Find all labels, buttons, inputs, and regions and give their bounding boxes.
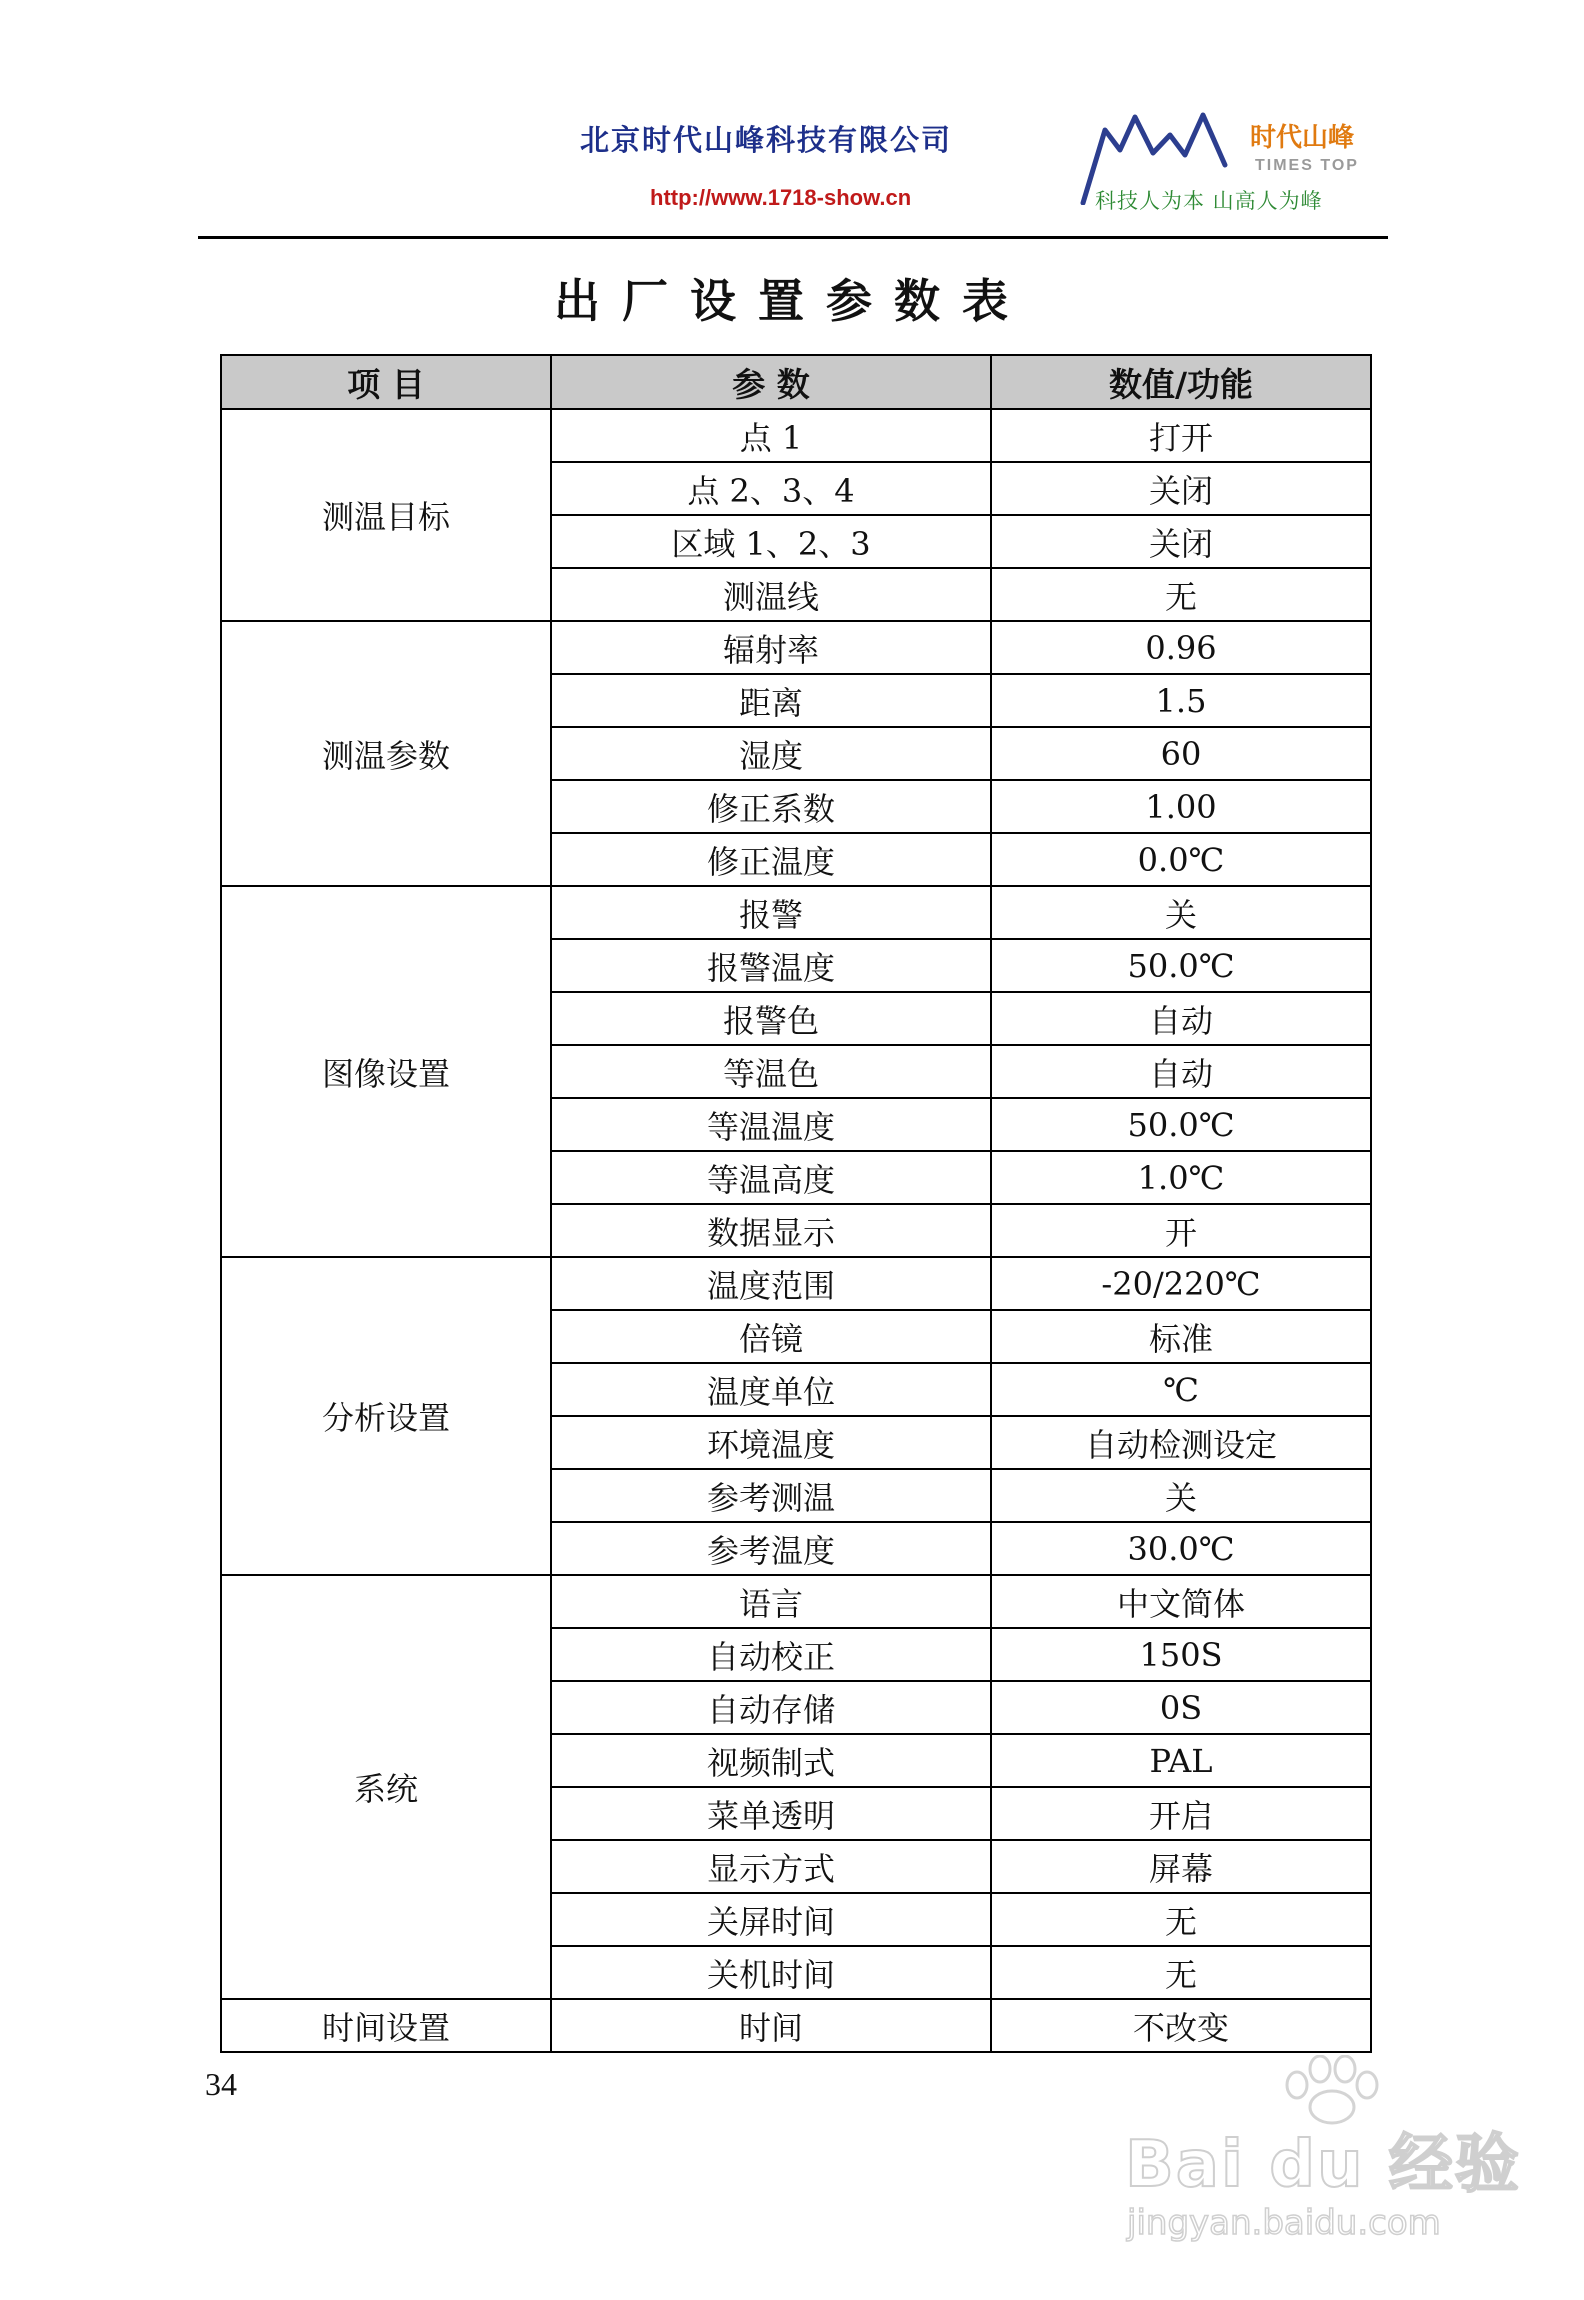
- value-cell: 50.0℃: [991, 939, 1371, 992]
- category-cell: 系统: [221, 1575, 551, 1999]
- parameter-cell: 时间: [551, 1999, 991, 2052]
- category-cell: 图像设置: [221, 886, 551, 1257]
- table-row: [221, 1575, 1371, 1628]
- parameter-cell: 语言: [551, 1575, 991, 1628]
- page-title: 出厂设置参数表: [554, 274, 1030, 328]
- value-cell: -20/220℃: [991, 1257, 1371, 1310]
- parameter-cell: 等温高度: [551, 1151, 991, 1204]
- table-row: [221, 621, 1371, 674]
- parameter-cell: 报警: [551, 886, 991, 939]
- table-body: [221, 409, 1371, 2052]
- parameter-cell: 温度单位: [551, 1363, 991, 1416]
- value-cell: 开: [991, 1204, 1371, 1257]
- table-row: [221, 1257, 1371, 1310]
- value-cell: 关: [991, 886, 1371, 939]
- logo-name-en: TIMES TOP: [1255, 157, 1359, 174]
- parameter-cell: 自动存储: [551, 1681, 991, 1734]
- value-cell: 屏幕: [991, 1840, 1371, 1893]
- value-cell: 自动: [991, 1045, 1371, 1098]
- parameter-cell: 倍镜: [551, 1310, 991, 1363]
- value-cell: 开启: [991, 1787, 1371, 1840]
- value-cell: ℃: [991, 1363, 1371, 1416]
- watermark-brand: Bai du 经验: [1125, 2128, 1521, 2202]
- column-header-item: 项 目: [221, 355, 551, 409]
- value-cell: 30.0℃: [991, 1522, 1371, 1575]
- value-cell: 关闭: [991, 462, 1371, 515]
- category-cell: 测温参数: [221, 621, 551, 886]
- parameter-cell: 修正温度: [551, 833, 991, 886]
- value-cell: 关闭: [991, 515, 1371, 568]
- company-url[interactable]: http://www.1718-show.cn: [650, 185, 912, 210]
- value-cell: 打开: [991, 409, 1371, 462]
- factory-settings-table: [220, 354, 1372, 2053]
- value-cell: 无: [991, 1893, 1371, 1946]
- value-cell: 60: [991, 727, 1371, 780]
- parameter-cell: 湿度: [551, 727, 991, 780]
- table-header-row: [221, 355, 1371, 409]
- value-cell: 0.96: [991, 621, 1371, 674]
- parameter-cell: 参考测温: [551, 1469, 991, 1522]
- baidu-jingyan-watermark: [1115, 2055, 1521, 2255]
- company-logo: [1075, 105, 1385, 220]
- parameter-cell: 点 2、3、4: [551, 462, 991, 515]
- parameter-cell: 视频制式: [551, 1734, 991, 1787]
- page-header: [0, 0, 1584, 240]
- value-cell: 中文简体: [991, 1575, 1371, 1628]
- parameter-cell: 报警温度: [551, 939, 991, 992]
- parameter-cell: 等温温度: [551, 1098, 991, 1151]
- parameter-cell: 菜单透明: [551, 1787, 991, 1840]
- value-cell: 1.0℃: [991, 1151, 1371, 1204]
- value-cell: 标准: [991, 1310, 1371, 1363]
- parameter-cell: 区域 1、2、3: [551, 515, 991, 568]
- value-cell: 无: [991, 1946, 1371, 1999]
- watermark-url: jingyan.baidu.com: [1127, 2203, 1441, 2243]
- parameter-cell: 测温线: [551, 568, 991, 621]
- value-cell: PAL: [991, 1734, 1371, 1787]
- parameter-cell: 温度范围: [551, 1257, 991, 1310]
- value-cell: 1.00: [991, 780, 1371, 833]
- value-cell: 0S: [991, 1681, 1371, 1734]
- company-name: 北京时代山峰科技有限公司: [580, 123, 953, 157]
- table-row: [221, 409, 1371, 462]
- parameter-cell: 等温色: [551, 1045, 991, 1098]
- value-cell: 自动检测设定: [991, 1416, 1371, 1469]
- category-cell: 分析设置: [221, 1257, 551, 1575]
- parameter-cell: 数据显示: [551, 1204, 991, 1257]
- value-cell: 1.5: [991, 674, 1371, 727]
- table-row: [221, 1999, 1371, 2052]
- parameter-cell: 辐射率: [551, 621, 991, 674]
- value-cell: 无: [991, 568, 1371, 621]
- parameter-cell: 距离: [551, 674, 991, 727]
- parameter-cell: 点 1: [551, 409, 991, 462]
- value-cell: 不改变: [991, 1999, 1371, 2052]
- parameter-cell: 关屏时间: [551, 1893, 991, 1946]
- column-header-parameter: 参 数: [551, 355, 991, 409]
- category-cell: 时间设置: [221, 1999, 551, 2052]
- parameter-cell: 参考温度: [551, 1522, 991, 1575]
- value-cell: 150S: [991, 1628, 1371, 1681]
- parameter-cell: 报警色: [551, 992, 991, 1045]
- parameter-cell: 关机时间: [551, 1946, 991, 1999]
- logo-name-cn: 时代山峰: [1250, 123, 1355, 153]
- parameter-cell: 自动校正: [551, 1628, 991, 1681]
- parameter-cell: 显示方式: [551, 1840, 991, 1893]
- logo-slogan: 科技人为本 山高人为峰: [1095, 189, 1323, 213]
- parameter-cell: 修正系数: [551, 780, 991, 833]
- table-row: [221, 886, 1371, 939]
- value-cell: 关: [991, 1469, 1371, 1522]
- value-cell: 自动: [991, 992, 1371, 1045]
- page-number: 34: [205, 2066, 237, 2102]
- category-cell: 测温目标: [221, 409, 551, 621]
- value-cell: 50.0℃: [991, 1098, 1371, 1151]
- value-cell: 0.0℃: [991, 833, 1371, 886]
- parameter-cell: 环境温度: [551, 1416, 991, 1469]
- header-divider: [198, 236, 1388, 239]
- column-header-value: 数值/功能: [991, 355, 1371, 409]
